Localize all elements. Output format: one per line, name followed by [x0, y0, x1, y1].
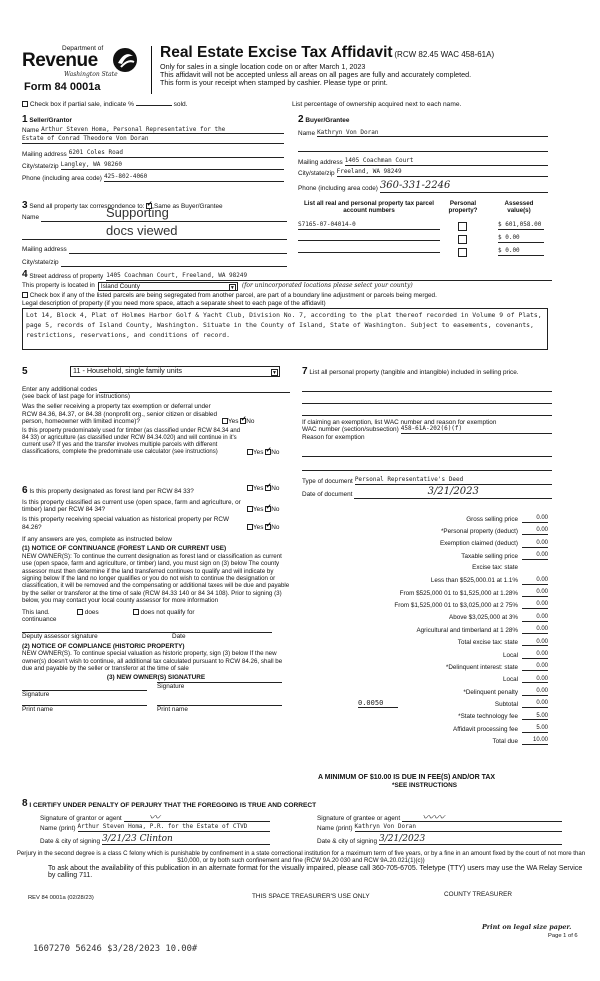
personal-property-label: List all personal property (tangible and intangible) included in selling price.	[309, 369, 519, 376]
does-checkbox[interactable]	[77, 609, 83, 615]
tax-row-label: Less than $525,000.01 at 1.1%	[430, 577, 518, 585]
grantee-date[interactable]: 3/21/2023	[379, 834, 562, 845]
rcw-ref: (RCW 82.45 WAC 458-61A)	[394, 50, 495, 59]
grantor-name-label: Name (print)	[40, 824, 76, 832]
grantor-block	[40, 812, 270, 845]
print-name-label: Print name	[157, 706, 188, 714]
doc-date[interactable]: 3/21/2023	[354, 486, 552, 499]
deputy-date-label: Date	[172, 633, 186, 641]
sec3-name-label: Name	[22, 214, 40, 222]
section-2-number: 2	[298, 114, 304, 125]
list-pct-note: List percentage of ownership acquired next to each name.	[292, 101, 462, 108]
tax-row-value[interactable]: 0.00	[522, 601, 548, 609]
assessed-value-2[interactable]: $ 0.00	[498, 235, 544, 243]
personal-property-line-1[interactable]	[302, 386, 552, 392]
yes-label: Yes	[228, 417, 239, 425]
revenue-logo	[20, 45, 145, 95]
tax-row	[302, 540, 548, 548]
tax-row-label: Subtotal	[494, 700, 518, 708]
tax-row	[302, 713, 548, 721]
seller-mailing-label: Mailing address	[22, 150, 67, 158]
legal-paper-note: Print on legal size paper.	[482, 923, 572, 931]
grantee-date-label: Date & city of signing	[317, 837, 378, 845]
county-value: Island County	[100, 282, 140, 290]
tax-row-value[interactable]: 0.00	[522, 688, 548, 696]
legal-description-label: Legal description of property (if you need more space, attach a separate sheet to each page of the affidavit)	[22, 299, 326, 307]
use-code-select[interactable]	[70, 366, 280, 377]
personal-property-line-3[interactable]	[302, 410, 552, 416]
minimum-due-note: A MINIMUM OF $10.00 IS DUE IN FEE(S) AND/OR TAX	[318, 774, 496, 781]
buyer-name[interactable]: Kathryn Von Doran	[317, 130, 548, 138]
tax-row-label: Excise tax: state	[472, 564, 518, 572]
buyer-city-label: City/state/zip	[298, 169, 335, 177]
signature-label: Signature	[157, 682, 185, 690]
tax-row	[302, 577, 548, 585]
tax-row-label: *Delinquent interest: state	[445, 663, 518, 671]
reason-line-2[interactable]	[302, 465, 552, 471]
buyer-name-label: Name	[298, 130, 316, 138]
tax-row-value[interactable]: 0.00	[522, 577, 548, 585]
no-label: No	[271, 448, 280, 456]
section-6-number: 6	[22, 485, 28, 496]
personal-property-line-2[interactable]	[302, 398, 552, 404]
property-address[interactable]: 1405 Coachman Court, Freeland, WA 98249	[106, 273, 552, 281]
header-sub3: This form is your receipt when stamped by cashier. Please type or print.	[160, 78, 388, 88]
treasurer-use-label: THIS SPACE TREASURER'S USE ONLY	[252, 893, 370, 900]
recording-stamp: 1607270 56246 $3/28/2023 10.00#	[33, 944, 198, 954]
section-6	[22, 485, 290, 714]
reason-label: Reason for exemption	[302, 433, 365, 441]
historic-no-checkbox[interactable]	[265, 524, 271, 530]
located-in-label: This property is located in	[22, 282, 95, 290]
new-owner-signature-heading: (3) NEW OWNER(S) SIGNATURE	[106, 674, 206, 682]
yes-label: Yes	[253, 523, 264, 531]
same-as-buyer-label: Same as Buyer/Grantee	[154, 203, 223, 210]
wac-label: WAC number (section/subsection)	[302, 426, 399, 434]
section-5-number: 5	[22, 366, 28, 377]
historic-yes-checkbox[interactable]	[247, 524, 253, 530]
additional-codes-field[interactable]	[99, 387, 290, 393]
header-divider	[151, 46, 152, 94]
seller-phone-label: Phone (including area code)	[22, 174, 102, 182]
tax-row	[302, 552, 548, 560]
segregated-label: Check box if any of the listed parcels are being segregated from another parcel, are part of a boundary line adjustment or parcels being merged.	[29, 291, 437, 299]
personal-property-checkbox-3[interactable]	[458, 248, 467, 257]
header-sub2: This affidavit will not be accepted unless all areas on all pages are fully and accurately completed.	[160, 70, 472, 80]
tax-row-value[interactable]: 0.00	[522, 540, 548, 548]
current-use-question: Is this property classified as current use (open space, farm and agriculture, or timber) land per RCW 84 34?	[22, 498, 241, 513]
tax-row	[302, 527, 548, 535]
tax-row-value[interactable]: 0.00	[522, 663, 548, 671]
chevron-down-icon[interactable]: ▼	[229, 284, 235, 291]
page-title: Real Estate Excise Tax Affidavit	[160, 44, 393, 61]
tax-row-value[interactable]: 5.00	[522, 725, 548, 733]
buyer-mailing-label: Mailing address	[298, 158, 343, 166]
no-label: No	[246, 417, 255, 425]
historic-question: Is this property receiving special valuation as historical property per RCW 84.26?	[22, 516, 230, 531]
notice-compliance-heading: (2) NOTICE OF COMPLIANCE (HISTORIC PROPERTY)	[22, 642, 185, 650]
doc-type[interactable]: Personal Representative's Deed	[355, 477, 552, 485]
tax-row	[302, 737, 548, 745]
county-select[interactable]	[98, 282, 238, 291]
tax-row	[302, 663, 548, 671]
send-correspondence-label: Send all property tax correspondence to:	[29, 203, 145, 210]
buyer-name-line-2[interactable]	[298, 146, 548, 152]
signature-label: Signature	[22, 690, 50, 698]
partial-sale-checkbox[interactable]	[22, 101, 28, 107]
tax-row	[302, 688, 548, 696]
tax-row-label: Affidavit processing fee	[453, 725, 518, 733]
tax-row	[302, 676, 548, 684]
use-code-value: 11 - Household, single family units	[73, 366, 182, 376]
parcel-col-header: List all real and personal property tax parcel account numbers	[304, 200, 434, 215]
sec3-mailing-label: Mailing address	[22, 246, 67, 254]
timber-no-checkbox[interactable]	[265, 449, 271, 455]
tax-row-value[interactable]: 0.00	[522, 614, 548, 622]
revision-label: REV 84 0001a (02/28/23)	[28, 895, 94, 901]
personal-property-checkbox-2[interactable]	[458, 235, 467, 244]
street-address-label: Street address of property	[29, 273, 104, 281]
no-label: No	[271, 485, 280, 492]
sec3-mailing-field[interactable]	[69, 246, 287, 254]
if-yes-note: If any answers are yes, complete as instructed below	[22, 535, 172, 543]
sold-label: sold.	[173, 101, 188, 108]
yes-label: Yes	[253, 485, 264, 492]
assessed-value-3[interactable]: $ 0.00	[498, 248, 544, 256]
tax-row	[302, 564, 548, 571]
tax-row-label: *Delinquent penalty	[463, 688, 518, 696]
exemption-claim-label: If claiming an exemption, list WAC number and reason for exemption	[302, 418, 497, 426]
buyer-mailing[interactable]: 1405 Coachman Court	[345, 158, 548, 166]
section-8	[22, 798, 562, 845]
see-back-note: (see back of last page for instructions)	[22, 392, 130, 400]
tax-row-label: Total excise tax: state	[457, 639, 518, 647]
header-sub1: Only for sales in a single location code on or after March 1, 2023	[160, 61, 366, 71]
tax-row-value[interactable]: 0.00	[522, 527, 548, 535]
form-number: Form 84 0001a	[24, 81, 101, 93]
buyer-phone-label: Phone (including area code)	[298, 185, 378, 193]
buyer-heading: Buyer/Grantee	[305, 117, 350, 124]
tax-row	[302, 601, 548, 609]
partial-pct-field[interactable]	[136, 105, 172, 106]
tax-row-value[interactable]: 0.00	[522, 626, 548, 634]
tax-row	[302, 725, 548, 733]
seller-name[interactable]: Arthur Steven Homa, Personal Representative for the	[41, 127, 284, 135]
current-use-yes-checkbox[interactable]	[247, 506, 253, 512]
unincorporated-note: (for unincorporated locations please select your county)	[241, 281, 413, 289]
doc-type-label: Type of document	[302, 477, 353, 485]
seller-name-label: Name	[22, 127, 40, 135]
dept-line2: Revenue	[22, 50, 98, 71]
section-3-number: 3	[22, 200, 28, 211]
dept-line3: Washington State	[64, 71, 118, 78]
section-1-number: 1	[22, 114, 28, 125]
revenue-logo-icon	[112, 47, 138, 73]
tax-row-value[interactable]: 0.00	[522, 676, 548, 684]
seller-mailing[interactable]: 6201 Coles Road	[69, 150, 284, 158]
does-not-checkbox[interactable]	[133, 609, 139, 615]
assessed-value-1[interactable]: $ 601,058.00	[498, 222, 544, 230]
parcel-row-3[interactable]	[298, 246, 440, 253]
segregated-checkbox[interactable]	[22, 292, 28, 298]
signature-scribble-icon: 〰〰	[422, 811, 445, 824]
county-treasurer-label: COUNTY TREASURER	[444, 891, 512, 898]
grantor-date[interactable]: 3/21/23 Clinton	[102, 834, 270, 845]
tax-row-value[interactable]: 5.00	[522, 713, 548, 721]
tax-row-label: Above $3,025,000 at 3%	[449, 614, 518, 622]
section-7	[302, 366, 552, 499]
sec3-city-label: City/state/zip	[22, 259, 59, 267]
seller-section	[22, 114, 284, 182]
grantor-name[interactable]: Arthur Steven Homa, P.R. for the Estate of CTVD	[78, 824, 270, 832]
doc-date-label: Date of document	[302, 491, 353, 499]
forest-land-question: Is this property designated as forest land per RCW 84 33?	[29, 488, 194, 495]
no-label: No	[271, 523, 280, 531]
personal-property-col-header: Personal property?	[448, 200, 478, 215]
notice-continuance-text: NEW OWNER(S): To continue the current designation as forest land or classification as current use (open space, farm and agriculture, or timber) land, you must sign on (3) below The county assessor must then determine if the land transferred continues to qualify and will indicate by signing below If the land no longer qualifies or you do not wish to continue the designation or classification, it will be removed and the compensating or additional taxes will be due and payable by the seller or transferor at the time of sale (RCW 84.33 140 or 84 34 108). Prior to signing (3) below, you may contact your local county assessor for more information	[22, 552, 290, 605]
tax-row-label: Taxable selling price	[461, 552, 518, 560]
tax-row	[302, 515, 548, 523]
seller-city[interactable]: Langley, WA 98260	[61, 162, 284, 170]
header-text	[160, 44, 580, 88]
grantor-signature[interactable]	[124, 812, 270, 822]
additional-codes-label: Enter any additional codes	[22, 385, 98, 393]
partial-sale-label: Check box if partial sale, indicate %	[29, 101, 134, 108]
forest-yes-checkbox[interactable]	[247, 485, 253, 491]
supporting-docs-stamp-1: Supporting	[106, 205, 169, 220]
parcel-number[interactable]: S7165-07-04014-0	[298, 222, 440, 230]
tax-row	[302, 639, 548, 647]
tax-row-label: Local	[502, 651, 518, 659]
tax-row-label: From $1,525,000 01 to $3,025,000 at 2 75%	[394, 602, 518, 610]
tax-row-value[interactable]: 0.00	[522, 589, 548, 597]
tax-row	[302, 614, 548, 622]
notice-compliance-text: NEW OWNER(S). To continue special valuation as historic property, sign (3) below If the new owner(s) doesn't wish to continue, all additional tax calculated pursuant to RCW 84.26, shall be due and payable by the seller or transferor at the time of sale	[22, 650, 283, 673]
grantee-block	[317, 812, 562, 845]
deputy-assessor-label: Deputy assessor signature	[22, 633, 98, 641]
section-8-number: 8	[22, 798, 28, 809]
certify-statement: I CERTIFY UNDER PENALTY OF PERJURY THAT THE FOREGOING IS TRUE AND CORRECT	[29, 801, 317, 809]
print-name-label: Print name	[22, 706, 53, 714]
buyer-city[interactable]: Freeland, WA 98249	[337, 169, 548, 177]
tax-row	[302, 626, 548, 634]
grantee-name[interactable]: Kathryn Von Doran	[355, 824, 562, 832]
legal-description[interactable]: Lot 14, Block 4, Plat of Holmes Harbor Golf & Yacht Club, Division No. 7, according to the plat thereof recorded in Volume 9 of Plats, page 5, records of Island County, Washington. Situate in the County of Island, State of Washington. Subject to easements, covenants, restrictions, reservations, and conditions of record.	[22, 308, 548, 350]
exemption-question: Was the seller receiving a property tax exemption or deferral under RCW 84.36, 84.37, or 84.38 (nonprofit org., senior citizen or disabled person, homeowner with limited income)?	[22, 403, 218, 425]
section-7-number: 7	[302, 366, 308, 377]
grantor-signature-label: Signature of grantor or agent	[40, 814, 122, 822]
supporting-docs-stamp-2: docs viewed	[106, 223, 178, 238]
partial-sale-row	[22, 101, 188, 109]
tax-row-value[interactable]: 0.00	[522, 639, 548, 647]
chevron-down-icon[interactable]: ▼	[272, 369, 277, 376]
grantee-signature[interactable]	[402, 812, 562, 822]
current-use-no-checkbox[interactable]	[265, 506, 271, 512]
grantee-name-label: Name (print)	[317, 824, 353, 832]
signature-scribble-icon: 〰	[148, 811, 160, 824]
wac-number[interactable]: 458-61A-202(6)(f)	[401, 426, 552, 434]
does-label: does	[84, 608, 99, 616]
tax-row-label: *Personal property (deduct)	[440, 528, 518, 535]
tax-row-value[interactable]: 10.00	[522, 737, 548, 745]
seller-phone[interactable]: 425-802-4060	[104, 174, 284, 182]
sec3-city-field[interactable]	[61, 259, 287, 267]
page-number: Page 1 of 6	[548, 933, 578, 939]
continuance-label: continuance	[22, 616, 57, 624]
tax-row	[302, 651, 548, 659]
exemption-yes-checkbox[interactable]	[222, 418, 228, 424]
local-rate[interactable]: 0.0050	[358, 699, 398, 708]
tax-row	[302, 589, 548, 597]
seller-heading: Seller/Grantor	[29, 117, 72, 124]
tax-row-label: *State technology fee	[458, 713, 518, 721]
buyer-phone[interactable]: 360-331-2246	[380, 180, 548, 193]
personal-property-checkbox-1[interactable]	[458, 222, 467, 231]
tax-row-label: Local	[502, 676, 518, 684]
buyer-section	[298, 114, 548, 193]
notice-continuance-heading: (1) NOTICE OF CONTINUANCE (FOREST LAND OR CURRENT USE)	[22, 545, 227, 553]
exemption-no-checkbox[interactable]	[240, 418, 246, 424]
seller-city-label: City/state/zip	[22, 162, 59, 170]
section-4	[22, 269, 552, 350]
parcel-row-2[interactable]	[298, 234, 440, 241]
seller-name-2[interactable]: Estate of Conrad Theodore Von Doran	[22, 136, 284, 144]
see-instructions: *SEE INSTRUCTIONS	[392, 782, 457, 789]
tax-row-label: From $525,000 01 to $1,525,000 at 1.28%	[399, 589, 518, 597]
section-4-number: 4	[22, 269, 28, 280]
timber-yes-checkbox[interactable]	[247, 449, 253, 455]
tax-row-label: Exemption claimed (deduct)	[439, 540, 518, 548]
does-not-label: does not qualify for	[140, 608, 195, 616]
timber-question: Is this property predominately used for timber (as classified under RCW 84.34 and 84 33) or agriculture (as classified under RCW 84.34.020) and will continue in it's current use? If yes and the transfer involves multiple parcels with different classifications, complete the predominate use calculator (see instructions)	[22, 428, 241, 455]
tax-row-label: Total due	[492, 737, 518, 745]
yes-label: Yes	[253, 505, 264, 513]
tax-row-value[interactable]: 0.00	[522, 651, 548, 659]
dept-line1: Department of	[62, 45, 104, 52]
this-land-label: This land.	[22, 608, 50, 616]
assessed-value-col-header: Assessed value(s)	[504, 200, 534, 215]
section-5	[22, 366, 290, 456]
no-label: No	[271, 505, 280, 513]
perjury-notice: Perjury in the second degree is a class C felony which is punishable by confinement in a state correctional institution for a maximum term of five years, or by a fine in an amount fixed by the court of not more than $10,000, or by both such confinement and fine (RCW 9A.20 030 and RCW 9A.20.021(1)(c))	[16, 850, 586, 864]
grantor-date-label: Date & city of signing	[40, 837, 101, 845]
reason-line-1[interactable]	[302, 451, 552, 457]
tax-row-label: Agricultural and timberland at 1 28%	[416, 626, 518, 634]
forest-no-checkbox[interactable]	[265, 485, 271, 491]
availability-notice: To ask about the availability of this publication in an alternate format for the visually impaired, please call 360-705-6705. Teletype (TTY) users may use the WA Relay Service by calling 711.	[48, 865, 583, 880]
tax-row-label: Gross selling price	[466, 515, 518, 523]
tax-row-value[interactable]: 0.00	[522, 700, 548, 708]
tax-row-value[interactable]: 0.00	[522, 552, 548, 560]
yes-label: Yes	[253, 448, 264, 456]
grantee-signature-label: Signature of grantee or agent	[317, 814, 401, 822]
tax-row	[302, 700, 548, 708]
tax-row-value[interactable]: 0.00	[522, 515, 548, 523]
